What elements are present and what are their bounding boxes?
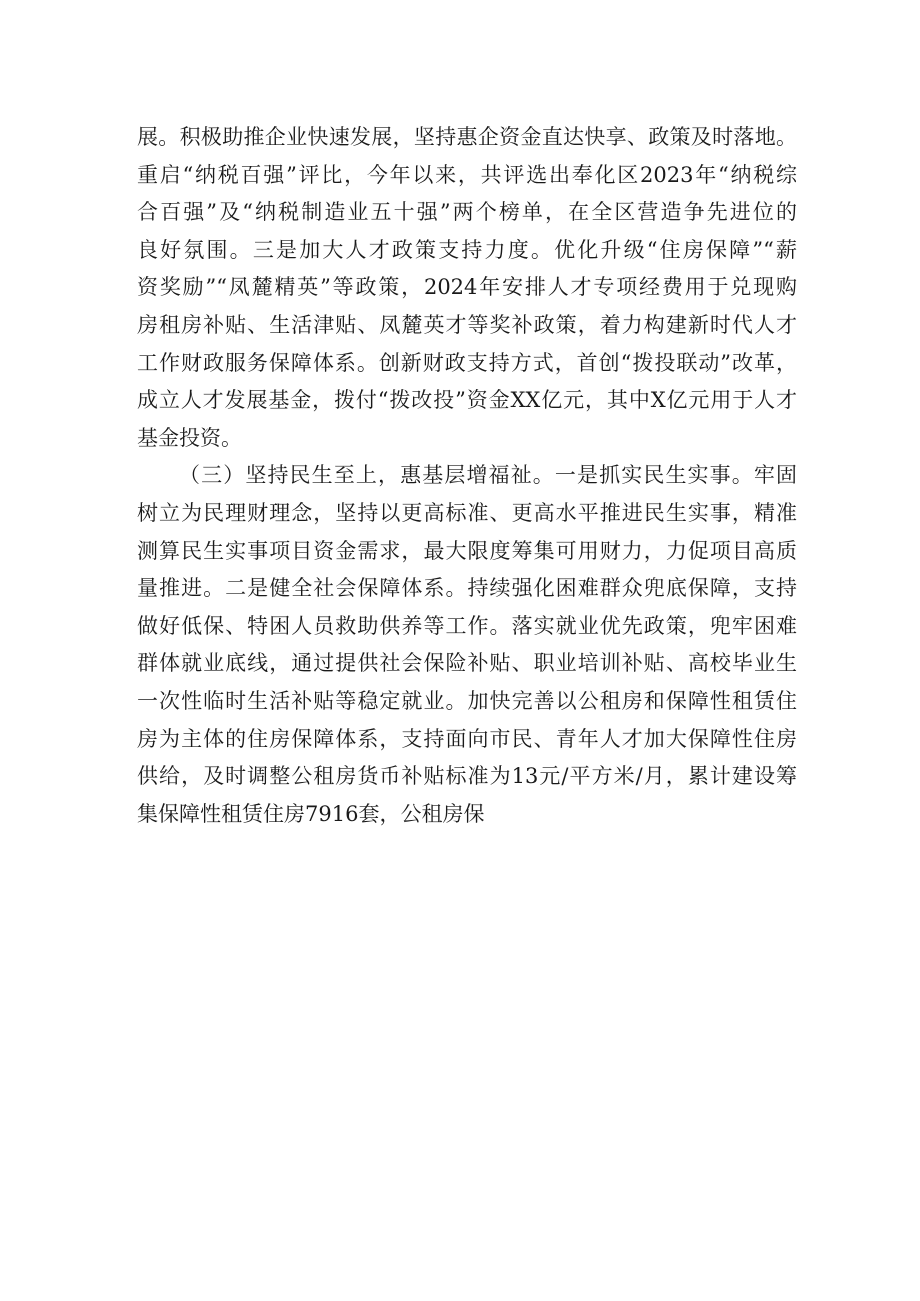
text-line: 量推进。二是健全社会保障体系。持续强化困难群众兜底保障，支持 [137,576,797,601]
text-line: 展。积极助推企业快速发展，坚持惠企资金直达快享、政策及时落地。 [137,125,797,149]
text-line: 资奖励”“凤麓精英”等政策，2024年安排人才专项经费用于兑现购 [137,275,797,300]
text-line: 房租房补贴、生活津贴、凤麓英才等奖补政策，着力构建新时代人才 [137,312,797,337]
text-line: 群体就业底线，通过提供社会保险补贴、职业培训补贴、高校毕业生 [137,651,797,676]
text-line: 做好低保、特困人员救助供养等工作。落实就业优先政策，兜牢困难 [137,613,797,638]
text-line: 树立为民理财理念，坚持以更高标准、更高水平推进民生实事，精准 [137,500,797,525]
text-line: 合百强”及“纳税制造业五十强”两个榜单，在全区营造争先进位的 [137,200,797,225]
text-line: 集保障性租赁住房7916套，公租房保 [137,801,485,826]
text-line: 一次性临时生活补贴等稳定就业。加快完善以公租房和保障性租赁住 [137,688,797,713]
text-line: 成立人才发展基金，拨付“拨改投”资金XX亿元，其中X亿元用于人才 [137,388,797,413]
text-line: 良好氛围。三是加大人才政策支持力度。优化升级“住房保障”“薪 [137,237,797,262]
paragraph-talent-policy [137,119,797,457]
text-line: 房为主体的住房保障体系，支持面向市民、青年人才加大保障性住房 [137,726,797,751]
text-line: 基金投资。 [137,425,242,450]
text-line: 供给，及时调整公租房货币补贴标准为13元/平方米/月，累计建设筹 [137,764,797,789]
text-line: 测算民生实事项目资金需求，最大限度筹集可用财力，力促项目高质 [137,538,797,563]
paragraph-heading-line: （三）坚持民生至上，惠基层增福祉。一是抓实民生实事。牢固 [179,463,797,488]
paragraph-livelihood [137,457,797,833]
body-text [137,119,797,833]
text-line: 工作财政服务保障体系。创新财政支持方式，首创“拨投联动”改革， [137,350,797,375]
text-line: 重启“纳税百强”评比，今年以来，共评选出奉化区2023年“纳税综 [137,162,797,187]
